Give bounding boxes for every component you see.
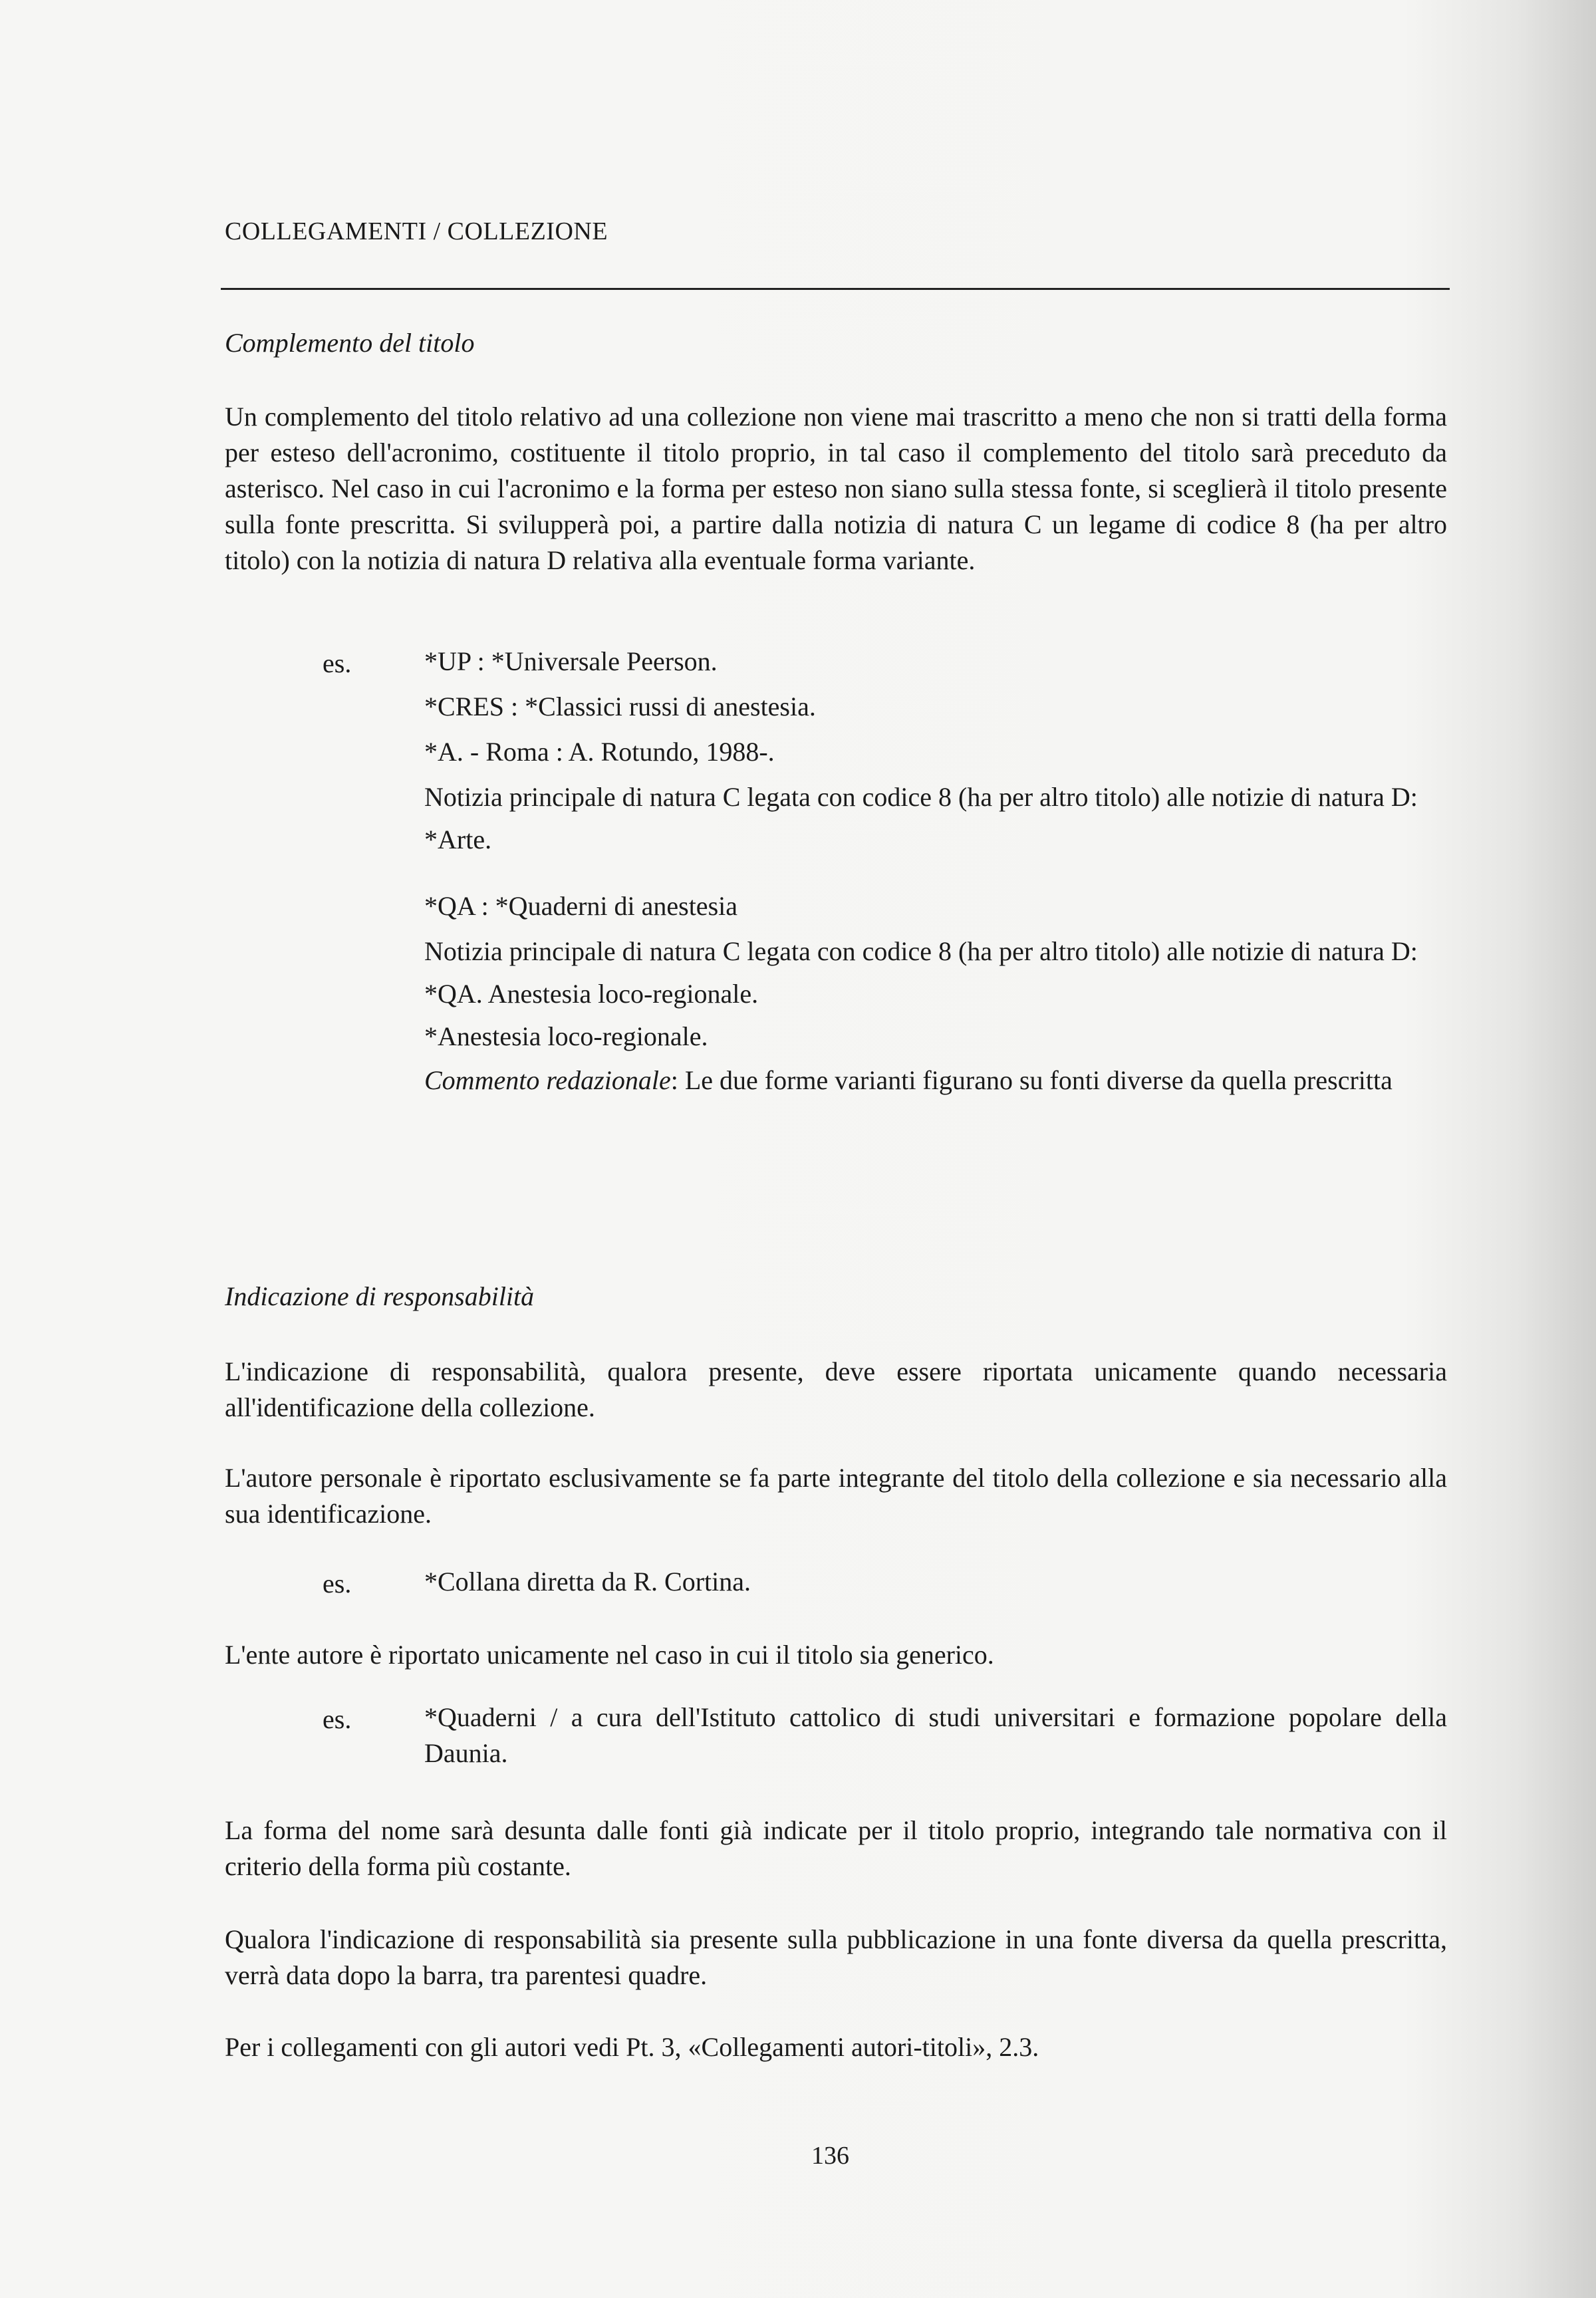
example-commento: [424, 1063, 1447, 1098]
example-a: *A. - Roma : A. Rotundo, 1988-.: [424, 737, 775, 767]
running-header: COLLEGAMENTI / COLLEZIONE: [225, 217, 608, 245]
example-label-3: es.: [323, 1704, 352, 1734]
header-rule: [221, 288, 1450, 290]
paragraph-responsabilita-1: L'indicazione di responsabilità, qualora presente, deve essere riportata unicamente quando necessaria all'identificazione della collezione.: [225, 1356, 1447, 1422]
paragraph-complemento: Un complemento del titolo relativo ad una collezione non viene mai trascritto a meno che non si tratti della forma per esteso dell'acronimo, costituente il titolo proprio, in tal caso il complemento del titolo sarà preceduto da asterisco. Nel caso in cui l'acronimo e la forma per esteso non siano sulla stessa fonte, si sceglierà il titolo presente sulla fonte prescritta. Si svilupperà poi, a partire dalla notizia di natura C un legame di codice 8 (ha per altro titolo) con la notizia di natura D relativa alla eventuale forma variante.: [225, 402, 1447, 575]
example-cres: *CRES : *Classici russi di anestesia.: [424, 692, 816, 721]
example-up: *UP : *Universale Peerson.: [424, 646, 718, 676]
example-arte: *Arte.: [424, 825, 492, 854]
example-label-2: es.: [323, 1569, 352, 1598]
paragraph-responsabilita-2: L'autore personale è riportato esclusivamente se fa parte integrante del titolo della collezione e sia necessario alla sua identificazione.: [225, 1463, 1447, 1529]
paragraph-responsabilita-6: Per i collegamenti con gli autori vedi Pt. 3, «Collegamenti autori-titoli», 2.3.: [225, 2032, 1039, 2062]
section-heading-complemento: Complemento del titolo: [225, 328, 475, 358]
example-anestesia: *Anestesia loco-regionale.: [424, 1021, 708, 1051]
example-notizia-1: Notizia principale di natura C legata con codice 8 (ha per altro titolo) alle notizie di natura D:: [424, 782, 1418, 812]
commento-label: Commento redazionale: [424, 1065, 671, 1095]
example-collana: *Collana diretta da R. Cortina.: [424, 1567, 751, 1596]
example-notizia-2: Notizia principale di natura C legata con codice 8 (ha per altro titolo) alle notizie di natura D:: [424, 936, 1418, 966]
example-qa: *QA : *Quaderni di anestesia: [424, 891, 737, 921]
commento-text: : Le due forme varianti figurano su fonti diverse da quella prescritta: [670, 1065, 1393, 1095]
paragraph-responsabilita-5: Qualora l'indicazione di responsabilità sia presente sulla pubblicazione in una fonte diversa da quella prescritta, verrà data dopo la barra, tra parentesi quadre.: [225, 1924, 1447, 1990]
example-qa-anestesia: *QA. Anestesia loco-regionale.: [424, 979, 759, 1009]
example-label: es.: [323, 648, 352, 678]
paragraph-responsabilita-3: L'ente autore è riportato unicamente nel caso in cui il titolo sia generico.: [225, 1640, 994, 1670]
page-number: 136: [811, 2142, 849, 2170]
example-quaderni: *Quaderni / a cura dell'Istituto cattolico di studi universitari e formazione popolare della Daunia.: [424, 1702, 1447, 1768]
section-heading-responsabilita: Indicazione di responsabilità: [225, 1281, 535, 1311]
paragraph-responsabilita-4: La forma del nome sarà desunta dalle fonti già indicate per il titolo proprio, integrando tale normativa con il criterio della forma più costante.: [225, 1815, 1447, 1881]
